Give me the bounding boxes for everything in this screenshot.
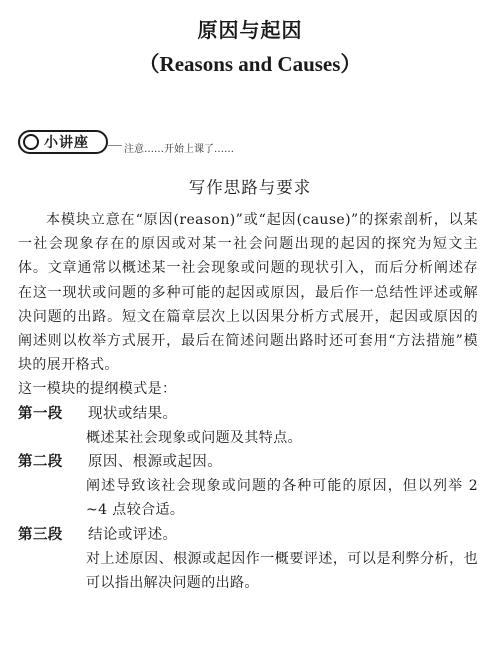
lecture-tag-label: 小讲座: [44, 135, 89, 151]
tag-connector-line: [108, 145, 122, 146]
section-heading: 写作思路与要求: [188, 178, 312, 197]
step-description: 阐述导致该社会现象或问题的各种可能的原因，但以列举 2 ~4 点较合适。: [86, 478, 478, 519]
page-subtitle: （Reasons and Causes）: [138, 52, 362, 76]
step-description: 对上述原因、根源或起因作一概要评述，可以是利弊分析，也可以指出解决问题的出路。: [86, 550, 478, 592]
step-1: [18, 402, 478, 426]
intro-paragraph: 本模块立意在“原因(reason)”或“起因(cause)”的探索剖析，以某一社会现象存在的原因或对某一社会问题出现的起因的探究为短文主体。文章通常以概述某一社会现象或问题的现状引入，而后分析阐述存在这一现状或问题的多种可能的起因或原因，最后作一总结性评述或解决问题的出路。短文在篇章层次上以因果分析方式展开，起因或原因的阐述则以枚举方式展开，最后在简述问题出路时还可套用“方法措施”模块的展开格式。: [18, 212, 478, 374]
step-label: 第三段: [18, 526, 63, 543]
step-title: 结论或评述。: [88, 526, 178, 543]
lecture-tag-note: 注意……开始上课了……: [124, 144, 234, 155]
circle-icon: [23, 134, 39, 150]
body-text: [18, 208, 478, 595]
step-label: 第二段: [18, 454, 63, 471]
step-label: 第一段: [18, 405, 63, 422]
step-description: 概述某社会现象或问题及其特点。: [86, 429, 302, 446]
step-3: [18, 523, 478, 547]
lecture-tag: [18, 130, 108, 154]
step-title: 现状或结果。: [88, 405, 178, 422]
outline-lead: 这一模块的提纲模式是：: [18, 381, 177, 398]
page-title: 原因与起因: [197, 18, 303, 42]
step-2: [18, 450, 478, 474]
step-title: 原因、根源或起因。: [88, 454, 223, 471]
